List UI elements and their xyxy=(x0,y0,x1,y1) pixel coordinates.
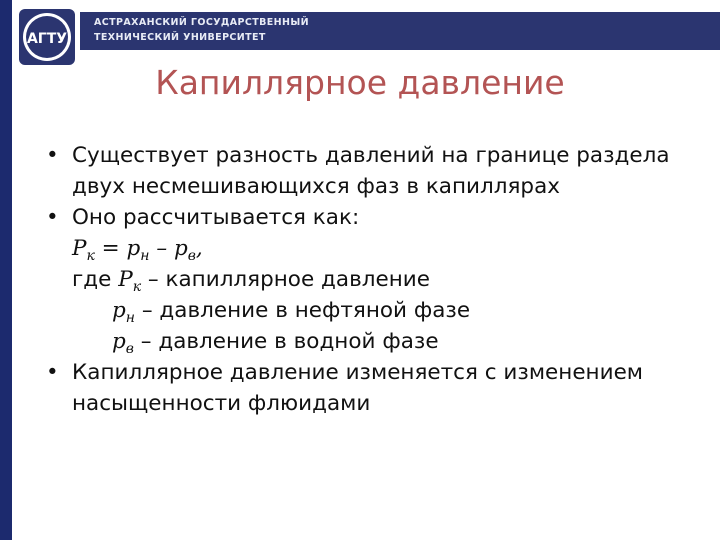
symbol-pn xyxy=(112,298,135,326)
subscript-k: к xyxy=(86,248,95,264)
bullet-text: Капиллярное давление изменяется с изменением насыщенности флюидами xyxy=(72,360,644,416)
bullet-item xyxy=(46,140,706,202)
subscript-n: н xyxy=(125,310,135,326)
bullet-dot: • xyxy=(46,205,59,230)
bullet-dot: • xyxy=(46,143,59,168)
definition-text: – давление в водной фазе xyxy=(133,329,439,354)
symbol-p: p xyxy=(126,236,141,261)
equals-sign: = xyxy=(94,236,127,261)
subscript-k: к xyxy=(132,279,142,295)
subscript-v: в xyxy=(125,341,134,357)
subscript-v: в xyxy=(187,248,196,264)
definition-text: – давление в нефтяной фазе xyxy=(135,298,471,323)
symbol-P: P xyxy=(118,267,133,292)
capillary-pressure-formula xyxy=(72,233,706,264)
symbol-p: p xyxy=(112,298,126,323)
where-label: где xyxy=(72,267,119,292)
bullet-item xyxy=(46,357,706,419)
symbol-Pk xyxy=(118,267,142,295)
slide-content xyxy=(46,140,706,419)
bullet-text: Оно рассчитывается как: xyxy=(72,205,360,230)
slide-title: Капиллярное давление xyxy=(155,63,565,102)
symbol-p: p xyxy=(112,329,126,354)
symbol-P: P xyxy=(72,236,87,261)
definition-line xyxy=(72,264,706,295)
university-name: АСТРАХАНСКИЙ ГОСУДАРСТВЕННЫЙ ТЕХНИЧЕСКИЙ УНИВЕРСИТЕТ xyxy=(94,17,309,43)
comma: , xyxy=(195,236,203,261)
bullet-item xyxy=(46,202,706,357)
subscript-n: н xyxy=(140,248,150,264)
minus-sign: – xyxy=(149,236,174,261)
bullet-dot: • xyxy=(46,360,59,385)
left-accent-bar xyxy=(0,0,12,540)
symbol-pv xyxy=(112,329,134,357)
logo-text: АГТУ xyxy=(26,31,68,47)
definition-text: – капиллярное давление xyxy=(141,267,430,292)
bullet-text: Существует разность давлений на границе раздела двух несмешивающихся фаз в капиллярах xyxy=(72,143,670,199)
symbol-p: p xyxy=(173,236,188,261)
definition-line xyxy=(72,326,706,357)
definition-line xyxy=(72,295,706,326)
